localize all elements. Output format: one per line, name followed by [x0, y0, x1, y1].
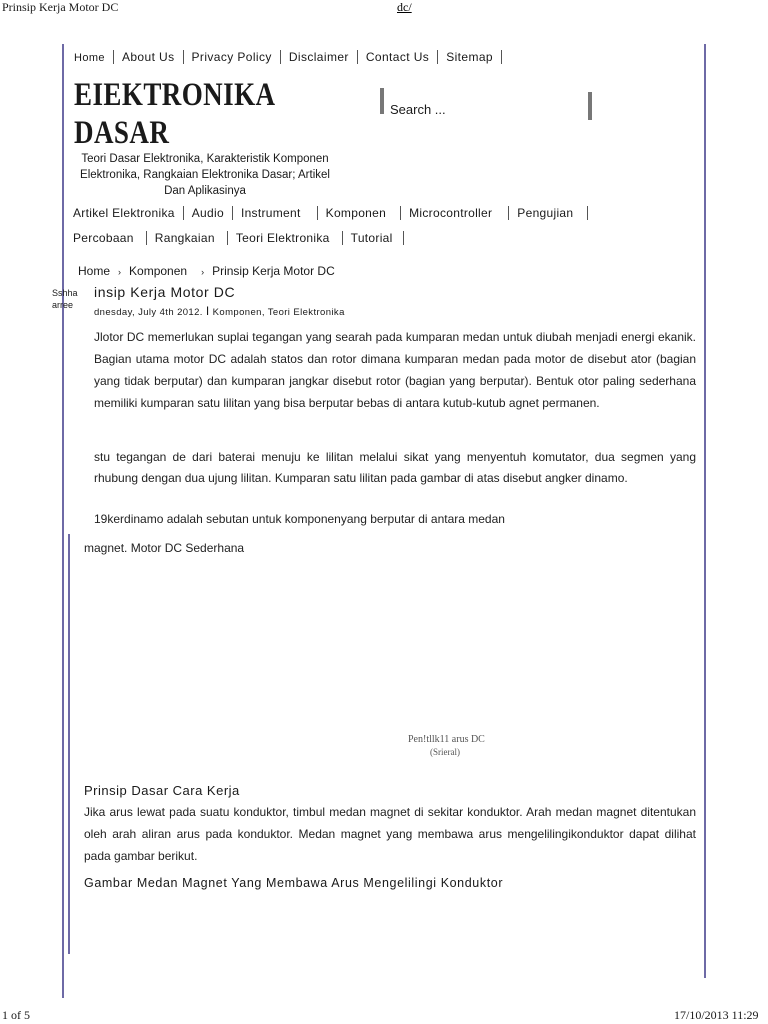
nav-divider	[183, 50, 184, 64]
post-paragraph-2: stu tegangan de dari baterai menuju ke lilitan melalui sikat yang menyentuh komutator, dua segmen yang rhubung dengan dua ujung lilitan. Kumparan satu lilitan pada gambar di atas disebut angker dinamo.	[94, 450, 696, 485]
site-title-line1: EIEKTRONIKA	[74, 77, 276, 113]
chevron-right-icon: ›	[118, 267, 122, 277]
cat-pengujian[interactable]: Pengujian	[517, 206, 574, 220]
post-paragraph-1: Jlotor DC memerlukan suplai tegangan yang searah pada kumparan medan untuk diubah menjadi energi ekanik. Bagian utama motor DC adalah statos dan rotor dimana kumparan medan pada motor de disebut ator (bagian yang tidak berputar) dan kumparan jangkar disebut rotor (bagian yang berputar). Bentuk otor paling sederhana memiliki kumparan satu lilitan yang bisa berputar bebas di antara kutub-kutub agnet permanen.	[94, 330, 696, 410]
print-footer-page: 1 of 5	[2, 1008, 30, 1022]
cat-audio[interactable]: Audio	[191, 206, 224, 220]
nav-about[interactable]: About Us	[121, 50, 175, 64]
nav-divider	[403, 231, 404, 245]
frame-left-lower-line	[68, 534, 70, 954]
frame-right-line	[704, 44, 706, 978]
cat-artikel-elektronika[interactable]: Artikel Elektronika	[73, 206, 175, 220]
nav-divider	[146, 231, 147, 245]
post-title: insip Kerja Motor DC	[94, 284, 236, 300]
top-nav	[74, 50, 510, 64]
cat-instrument[interactable]: Instrument	[240, 206, 301, 220]
post-categories[interactable]: Komponen, Teori Elektronika	[212, 307, 345, 318]
nav-privacy[interactable]: Privacy Policy	[191, 50, 272, 64]
post-paragraph-3: Jika arus lewat pada suatu konduktor, timbul medan magnet di sekitar konduktor. Arah medan magnet ditentukan oleh arah aliran arus pada konduktor. Medan magnet yang membawa arus mengelilingikonduktor dapat dilihat pada gambar berikut.	[84, 805, 696, 863]
cat-rangkaian[interactable]: Rangkaian	[154, 231, 215, 245]
post-paragraph-2-line4: 19kerdinamo adalah sebutan untuk komponenyang berputar di antara medan	[94, 512, 505, 526]
nav-divider	[508, 206, 509, 220]
figure-subcaption: (Srieral)	[430, 747, 460, 757]
figure-caption: Pen!tllk11 arus DC	[408, 734, 485, 745]
print-header-title: Prinsip Kerja Motor DC	[2, 0, 119, 14]
search-box-left-edge	[380, 88, 384, 114]
nav-divider	[357, 50, 358, 64]
site-tagline: Teori Dasar Elektronika, Karakteristik Komponen Elektronika, Rangkaian Elektronika Dasar; Artikel Dan Aplikasinya	[80, 153, 330, 197]
category-nav-row1	[73, 206, 596, 220]
cat-percobaan[interactable]: Percobaan	[73, 231, 134, 245]
nav-divider	[437, 50, 438, 64]
post-date: dnesday, July 4th 2012.	[94, 307, 203, 318]
nav-divider	[232, 206, 233, 220]
frame-left-line	[62, 44, 64, 998]
nav-divider	[183, 206, 184, 220]
nav-divider	[113, 50, 114, 64]
nav-home[interactable]: Home	[74, 52, 105, 64]
nav-divider	[342, 231, 343, 245]
category-nav-row2	[73, 231, 412, 245]
nav-sitemap[interactable]: Sitemap	[446, 50, 494, 64]
nav-divider	[400, 206, 401, 220]
chevron-right-icon: ›	[201, 267, 205, 277]
nav-divider	[587, 206, 588, 220]
print-header-url[interactable]: dc/	[397, 0, 412, 14]
share-caption[interactable]: Sshha arree	[52, 288, 78, 310]
search-box-right-edge	[588, 92, 592, 120]
post-paragraph-2-line5: magnet. Motor DC Sederhana	[84, 541, 245, 555]
print-footer-datetime: 17/10/2013 11:29	[674, 1008, 759, 1022]
nav-contact[interactable]: Contact Us	[365, 50, 430, 64]
cat-komponen[interactable]: Komponen	[325, 206, 387, 220]
cat-teori-elektronika[interactable]: Teori Elektronika	[235, 231, 330, 245]
section-heading: Prinsip Dasar Cara Kerja	[84, 783, 240, 798]
nav-divider	[227, 231, 228, 245]
nav-disclaimer[interactable]: Disclaimer	[288, 50, 349, 64]
site-title-line2: DASAR	[74, 115, 170, 151]
nav-divider	[317, 206, 318, 220]
cat-microcontroller[interactable]: Microcontroller	[409, 206, 493, 220]
post-meta	[94, 304, 345, 318]
nav-divider	[501, 50, 502, 64]
section-subheading: Gambar Medan Magnet Yang Membawa Arus Mengelilingi Konduktor	[84, 876, 504, 890]
meta-divider: I	[205, 304, 210, 318]
cat-tutorial[interactable]: Tutorial	[350, 231, 393, 245]
breadcrumb-komponen[interactable]: Komponen	[129, 264, 188, 278]
site-title[interactable]	[74, 76, 276, 152]
breadcrumb	[78, 264, 335, 278]
breadcrumb-current: Prinsip Kerja Motor DC	[212, 264, 335, 278]
breadcrumb-home[interactable]: Home	[78, 264, 111, 278]
figure-motor-dc	[84, 566, 684, 730]
nav-divider	[280, 50, 281, 64]
search-input[interactable]: Search ...	[390, 102, 446, 117]
